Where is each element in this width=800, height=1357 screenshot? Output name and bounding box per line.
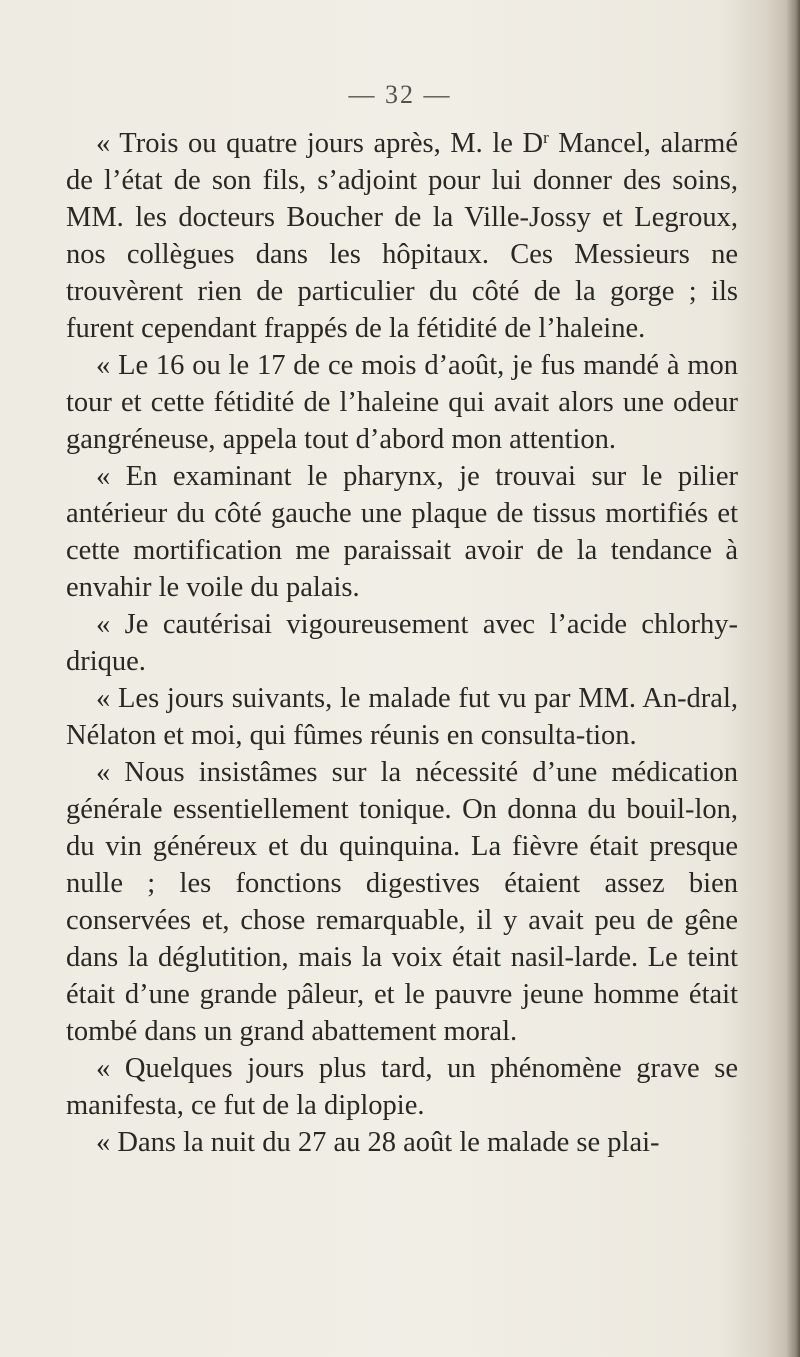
paragraph: « Les jours suivants, le malade fut vu par MM. An-dral, Nélaton et moi, qui fûmes réunis en consulta-tion. [66,683,738,751]
page-edge-shadow [786,0,800,1357]
paragraph: « Je cautérisai vigoureusement avec l’acide chlorhy-drique. [66,609,738,677]
paragraph-text: Mancel, alarmé de l’état de son fils, s’adjoint pour lui donner des soins, MM. les docteurs Boucher de la Ville-Jossy et Legroux, nos collègues dans les hôpitaux. Ces Messieurs ne trouvèrent rien de particulier du côté de la gorge ; ils furent cependant frappés de la fétidité de l’haleine. [66,128,738,344]
paragraph: « Quelques jours plus tard, un phénomène grave se manifesta, ce fut de la diplopie. [66,1053,738,1121]
body-text [66,125,738,1161]
paragraph [66,125,738,347]
paragraph-text: « Trois ou quatre jours après, M. le D [96,128,544,159]
paragraph: « Le 16 ou le 17 de ce mois d’août, je fus mandé à mon tour et cette fétidité de l’haleine qui avait alors une odeur gangréneuse, appela tout d’abord mon attention. [66,350,738,455]
paragraph: « Nous insistâmes sur la nécessité d’une médication générale essentiellement tonique. On donna du bouil-lon, du vin généreux et du quinquina. La fièvre était presque nulle ; les fonctions digestives étaient assez bien conservées et, chose remarquable, il y avait peu de gêne dans la déglutition, mais la voix était nasil-larde. Le teint était d’une grande pâleur, et le pauvre jeune homme était tombé dans un grand abattement moral. [66,757,738,1047]
paragraph: « Dans la nuit du 27 au 28 août le malade se plai- [96,1127,660,1158]
page-number: — 32 — [348,80,452,109]
superscript: r [543,128,549,147]
paragraph: « En examinant le pharynx, je trouvai sur le pilier antérieur du côté gauche une plaque de tissus mortifiés et cette mortification me paraissait avoir de la tendance à envahir le voile du palais. [66,461,738,603]
